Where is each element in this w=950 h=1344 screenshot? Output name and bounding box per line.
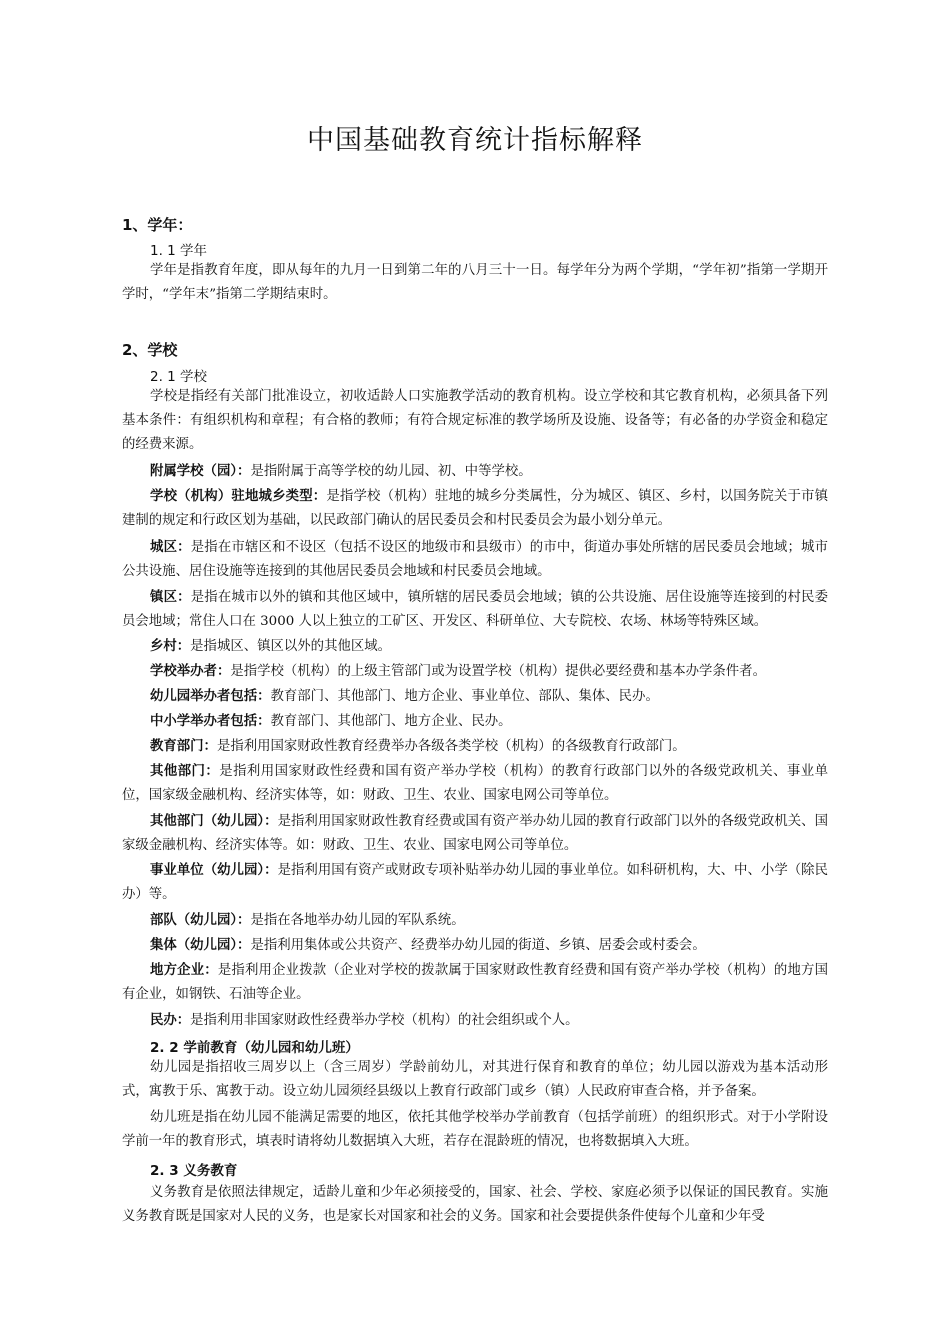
definition-term: 中小学举办者包括：	[150, 714, 271, 729]
definition-text: 教育部门、其他部门、地方企业、民办。	[270, 714, 512, 729]
definition-term: 学校（机构）驻地城乡类型：	[150, 489, 327, 504]
definition-text: 是指利用企业拨款（企业对学校的拨款属于国家财政性教育经费和国有资产举办学校（机构）的地方国有企业，如钢铁、石油等企业。	[122, 963, 829, 1002]
definition-text: 是指利用集体或公共资产、经费举办幼儿园的街道、乡镇、居委会或村委会。	[250, 938, 706, 953]
definition-text: 是指利用非国家财政性经费举办学校（机构）的社会组织或个人。	[190, 1013, 579, 1028]
definition-private	[122, 1009, 828, 1033]
definition-other-departments	[122, 760, 828, 808]
definition-rural	[122, 635, 828, 659]
definition-education-department	[122, 735, 828, 759]
section-heading-2: 2、学校	[122, 341, 178, 359]
definition-other-departments-kindergarten	[122, 810, 828, 858]
definition-text: 是指在各地举办幼儿园的军队系统。	[250, 913, 465, 928]
definition-text: 是指利用国家财政性教育经费或国有资产举办幼儿园的教育行政部门以外的各级党政机关、国家级金融机构、经济实体等。如：财政、卫生、农业、国家电网公司等单位。	[122, 814, 828, 853]
definition-text: 教育部门、其他部门、地方企业、事业单位、部队、集体、民办。	[270, 689, 659, 704]
paragraph-school-year: 学年是指教育年度，即从每年的九月一日到第二年的八月三十一日。每学年分为两个学期，“学年初”指第一学期开学时，“学年末”指第二学期结束时。	[122, 263, 828, 302]
definition-public-institution-kindergarten	[122, 859, 828, 907]
definition-term: 集体（幼儿园）：	[150, 938, 251, 953]
definition-local-enterprise	[122, 959, 828, 1007]
definition-text: 是指在城市以外的镇和其他区域中，镇所辖的居民委员会地域；镇的公共设施、居住设施等连接到的村民委员会地域；常住人口在 3000 人以上独立的工矿区、开发区、科研单位、大专院校、农场、林场等特殊区域。	[122, 590, 829, 629]
definition-term: 民办：	[150, 1013, 191, 1028]
paragraph-kindergarten: 幼儿园是指招收三周岁以上（含三周岁）学龄前幼儿，对其进行保育和教育的单位；幼儿园以游戏为基本活动形式，寓教于乐、寓教于动。设立幼儿园须经县级以上教育行政部门或乡（镇）人民政府审查合格，并予备案。	[122, 1060, 828, 1099]
subsection-heading-1-1: 1. 1 学年	[150, 243, 208, 259]
definition-term: 地方企业：	[150, 963, 218, 978]
definition-term: 城区：	[150, 540, 191, 555]
definition-term: 事业单位（幼儿园）：	[150, 863, 278, 878]
subsection-heading-2-3: 2. 3 义务教育	[150, 1163, 238, 1179]
definition-military-kindergarten	[122, 909, 828, 933]
section-heading-1: 1、学年：	[122, 216, 193, 234]
subsection-heading-2-1: 2. 1 学校	[150, 369, 208, 385]
definition-term: 学校举办者：	[150, 664, 231, 679]
definition-term: 其他部门（幼儿园）：	[150, 814, 278, 829]
definition-text: 是指城区、镇区以外的其他区域。	[190, 639, 392, 654]
definition-affiliated-school	[122, 460, 828, 484]
definition-text: 是指在市辖区和不设区（包括不设区的地级市和县级市）的市中，街道办事处所辖的居民委员会地域；城市公共设施、居住设施等连接到的其他居民委员会地域和村民委员会地域。	[122, 540, 829, 579]
subsection-heading-2-2: 2. 2 学前教育（幼儿园和幼儿班）	[150, 1040, 359, 1056]
definition-term: 部队（幼儿园）：	[150, 913, 251, 928]
definition-text: 是指利用国家财政性教育经费举办各级各类学校（机构）的各级教育行政部门。	[216, 739, 686, 754]
definition-collective-kindergarten	[122, 934, 828, 958]
definition-term: 幼儿园举办者包括：	[150, 689, 271, 704]
definition-text: 是指学校（机构）的上级主管部门或为设置学校（机构）提供必要经费和基本办学条件者。	[230, 664, 766, 679]
definition-town-area	[122, 586, 828, 634]
definition-text: 是指利用国有资产或财政专项补贴举办幼儿园的事业单位。如科研机构，大、中、小学（除民办）等。	[122, 863, 828, 902]
definition-term: 教育部门：	[150, 739, 217, 754]
definition-school-sponsor	[122, 660, 828, 684]
paragraph-kindergarten-class: 幼儿班是指在幼儿园不能满足需要的地区，依托其他学校举办学前教育（包括学前班）的组织形式。对于小学附设学前一年的教育形式，填表时请将幼儿数据填入大班，若存在混龄班的情况，也将数据填入大班。	[122, 1110, 828, 1149]
document-title: 中国基础教育统计指标解释	[307, 125, 643, 156]
definition-text: 是指学校（机构）驻地的城乡分类属性，分为城区、镇区、乡村，以国务院关于市镇建制的规定和行政区划为基础，以民政部门确认的居民委员会和村民委员会为最小划分单元。	[122, 489, 829, 528]
definition-term: 乡村：	[150, 639, 191, 654]
definition-text: 是指利用国家财政性经费和国有资产举办学校（机构）的教育行政部门以外的各级党政机关、事业单位，国家级金融机构、经济实体等，如：财政、卫生、农业、国家电网公司等单位。	[122, 764, 829, 803]
definition-term: 镇区：	[150, 590, 191, 605]
paragraph-school: 学校是指经有关部门批准设立，初收适龄人口实施教学活动的教育机构。设立学校和其它教育机构，必须具备下列基本条件：有组织机构和章程；有合格的教师；有符合规定标准的教学场所及设施、设备等；有必备的办学资金和稳定的经费来源。	[122, 389, 828, 452]
definition-text: 是指附属于高等学校的幼儿园、初、中等学校。	[250, 464, 532, 479]
definition-urban-rural-type	[122, 485, 828, 533]
definition-urban-area	[122, 536, 828, 584]
definition-term: 附属学校（园）：	[150, 464, 251, 479]
definition-kindergarten-sponsors	[122, 685, 828, 709]
paragraph-compulsory-education: 义务教育是依照法律规定，适龄儿童和少年必须接受的，国家、社会、学校、家庭必须予以保证的国民教育。实施义务教育既是国家对人民的义务，也是家长对国家和社会的义务。国家和社会要提供条件使每个儿童和少年受	[122, 1185, 828, 1224]
definition-term: 其他部门：	[150, 764, 220, 779]
definition-school-sponsors	[122, 710, 828, 734]
